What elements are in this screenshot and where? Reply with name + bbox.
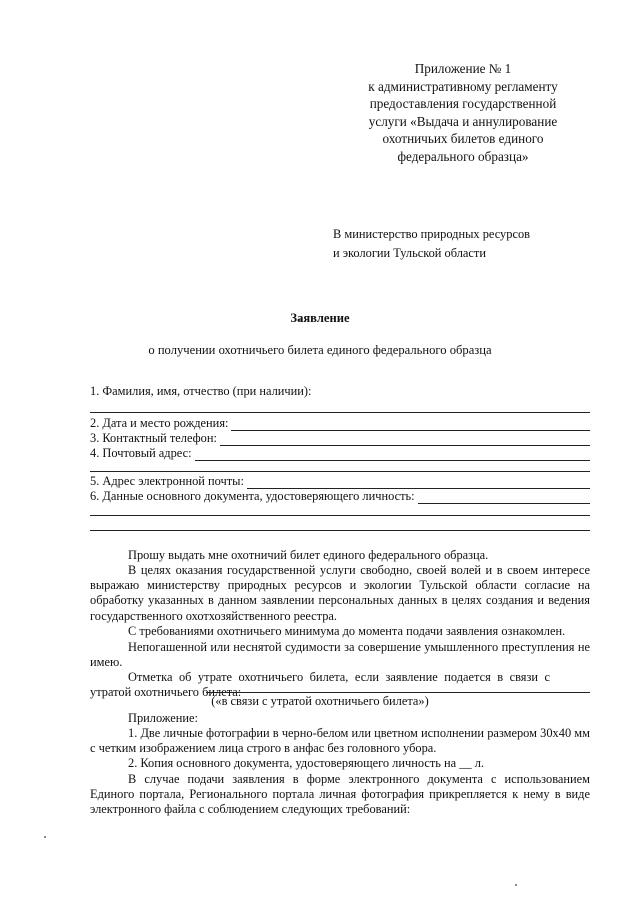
full-name-line[interactable] <box>90 412 590 413</box>
consent-paragraph: В целях оказания государственной услуги свободно, своей волей и в своем интересе выражаю министерству природных ресурсов и экологии Тульской области согласие на обработку указанных в данном заявлении персональных данных в целях создания и ведения государственного охотхозяйственного реестра. <box>90 563 590 623</box>
email-line[interactable] <box>247 476 590 489</box>
field-label: 1. Фамилия, имя, отчество (при наличии): <box>90 384 312 398</box>
birth-line[interactable] <box>231 418 590 431</box>
field-label: 3. Контактный телефон: <box>90 431 217 445</box>
attachment-heading: Приложение: <box>128 711 198 725</box>
document-title: Заявление <box>290 311 350 325</box>
attachment-item-photos: 1. Две личные фотографии в черно-белом или цветном исполнении размером 30х40 мм с четким изображением лица строго в анфас без головного убора. <box>90 726 590 756</box>
minimum-paragraph: С требованиями охотничьего минимума до момента подачи заявления ознакомлен. <box>128 624 566 638</box>
conviction-paragraph: Непогашенной или неснятой судимости за совершение умышленного преступления не имею. <box>90 640 590 670</box>
field-birth[interactable] <box>90 416 590 431</box>
field-id-document[interactable] <box>90 489 590 504</box>
request-paragraph: Прошу выдать мне охотничий билет единого федерального образца. <box>128 548 489 562</box>
field-label: 2. Дата и место рождения: <box>90 416 229 430</box>
phone-line[interactable] <box>220 433 590 446</box>
loss-mark-caption: («в связи с утратой охотничьего билета») <box>211 694 429 708</box>
field-email[interactable] <box>90 474 590 489</box>
scan-speck <box>515 884 517 886</box>
scan-speck <box>44 836 46 838</box>
attachment-item-copy: 2. Копия основного документа, удостоверяющего личность на __ л. <box>128 756 485 770</box>
appendix-line: федерального образца» <box>397 148 529 164</box>
appendix-line: предоставления государственной <box>369 96 557 112</box>
id-document-line-extra[interactable] <box>90 530 590 531</box>
field-phone[interactable] <box>90 431 590 446</box>
field-postal[interactable] <box>90 446 590 461</box>
recipient-block <box>333 225 530 262</box>
appendix-header <box>333 60 593 166</box>
postal-line-extra[interactable] <box>90 471 590 472</box>
appendix-line: Приложение № 1 <box>414 61 512 76</box>
recipient-line: В министерство природных ресурсов <box>333 227 530 241</box>
field-full-name[interactable] <box>90 384 590 399</box>
document-subtitle: о получении охотничьего билета единого федерального образца <box>148 343 492 357</box>
field-label: 6. Данные основного документа, удостоверяющего личность: <box>90 489 415 503</box>
appendix-line: охотничьих билетов единого <box>382 131 544 147</box>
field-label: 4. Почтовый адрес: <box>90 446 192 460</box>
loss-mark-paragraph: Отметка об утрате охотничьего билета, если заявление подается в связи с утратой охотничьего билета: <box>90 670 550 700</box>
appendix-line: к административному регламенту <box>368 78 558 94</box>
recipient-line: и экологии Тульской области <box>333 245 486 260</box>
loss-mark-line[interactable] <box>206 692 590 693</box>
postal-line[interactable] <box>195 448 590 461</box>
id-document-line-extra[interactable] <box>90 515 590 516</box>
electronic-paragraph: В случае подачи заявления в форме электронного документа с использованием Единого портала, Регионального портала личная фотография прикрепляется к нему в виде электронного файла с соблюдением следующих требований: <box>90 772 590 817</box>
id-document-line[interactable] <box>418 491 590 504</box>
field-label: 5. Адрес электронной почты: <box>90 474 244 488</box>
appendix-line: услуги «Выдача и аннулирование <box>368 113 558 129</box>
